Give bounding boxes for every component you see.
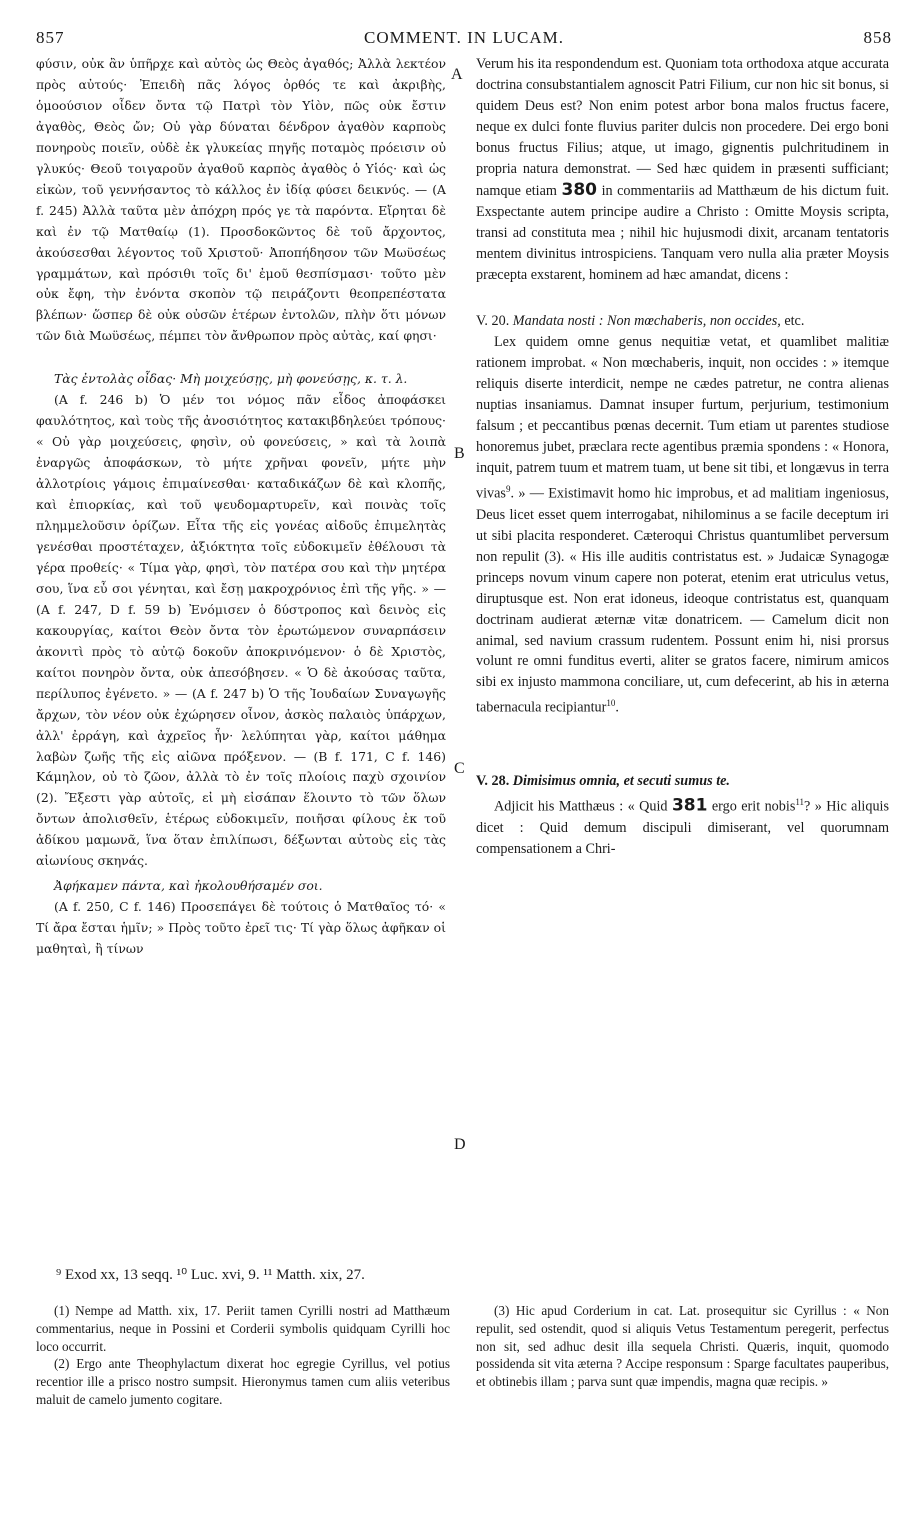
greek-lemma-2: Ἀφήκαμεν πάντα, καὶ ἠκολουθήσαμέν σοι. [54,878,323,894]
footnotes-left [36,1302,450,1409]
latin-text: . » — Existimavit homo hic improbus, et ad malitiam ingeniosus, Deus licet esset quem interrogabat, nihilominus a se facile deceptum iri ut sibi placita responderet. Cæteroqui Christus quantumlibet perversum non repulit (3). « His ille auditis contristatus est. » Judaicæ Synagogæ princeps novum vinum capere non poterat, etenim erat utriculus vetus, diruptusque est. Non erat idoneus, ideoque contristatus est, quanquam doctrinam audierat æternæ vitæ donatricem. — Camelum dicit non animal, sed navium crassum rudentem. Possunt enim hi, nisi prorsus volunt re omni funditus everti, aliter se gratos facere, nimirum amicos sibi ex injusto mammona conciliare, ut, cum defecerint, ab his in æterna tabernacula recipiantur [476,485,889,717]
latin-paragraph-3 [476,792,889,860]
latin-paragraph-2 [476,332,889,719]
verse-number: V. 20. [476,313,510,330]
greek-paragraph-2: (A f. 246 b) Ὁ μέν τοι νόμος πᾶν εἶδος ἀποφάσκει φαυλότητος, καὶ τοὺς τῆς ἀνοσιότητος κατακιβδηλεύει τρόπους· « Οὐ γὰρ μοιχεύσεις, φησὶν, οὐ φονεύσεις, » καὶ τὰ λοιπὰ ἐναργῶς ἀποφάσκων, τὸ μήτε χρῆναι φονεῖν, μήτε μὴν ἀλλοτρίοις γάμοις ἐπιμαίνεσθαι· καταδικάζων δὲ καὶ κλοπῆς, καὶ ἐπιορκίας, καὶ τοῦ ψευδομαρτυρεῖν, καὶ ποινὰς τοῖς πλημμελοῦσιν ὁρίζων. Εἶτα τῆς εἰς γονέας αἰδοῦς ἐπιμελητὰς γενέσθαι προστέταχεν, ἀξιόκτητα τοῖς εὐδοκιμεῖν ἐθέλουσι τὰ γέρα προθείς· « Τίμα γὰρ, φησὶ, τὸν πατέρα σου καὶ τὴν μητέρα σου, ἵνα εὖ σοι γένηται, καὶ ἔσῃ μακροχρόνιος ἐπὶ τῆς γῆς. » — (A f. 247, D f. 59 b) Ἐνόμισεν ὁ δύστροπος καὶ δεινὸς εἰς κακουργίας, καίτοι Θεὸν ὄντα τὸν ἐρωτώμενον συναρπάσειν ἀκονιτὶ πρὸς τὸ αὐτῷ δοκοῦν ἀποκρινόμενον· ὁ δὲ Χριστὸς, καίτοι πονηρὸν ὄντα, οὐκ ἀπεσόβησεν. « Ὁ δὲ ἀκούσας ταῦτα, περίλυπος ἐγένετο. » — (A f. 247 b) Ὁ τῆς Ἰουδαίων Συναγωγῆς ἄρχων, τὸν νέον οὐκ ἐχώρησεν οἶνον, ἀσκὸς παλαιὸς ὑπάρχων, ἀλλ' ἐρράγη, καὶ ἀχρεῖος ἦν· λελύπηται γὰρ, καίτοι μάθημα λαβὼν ζωῆς τῆς εἰς αἰῶνα πρόξενον. — (B f. 171, C f. 146) Κάμηλον, οὐ τὸ ζῶον, ἀλλὰ τὸ ἐν τοῖς πλοίοις παχὺ σχοινίον (2). Ἔξεστι γὰρ αὐτοῖς, εἰ μὴ εἰσάπαν ἕλοιντο τὸ τῶν ὅλων ὄντων ἀπολισθεῖν, ἑτέρως εὐδοκιμεῖν, ποιῆσαι φίλους ἐκ τοῦ ἀδίκου μαμωνᾶ, ἵνα ὅταν ἐπιλίπωσι, δέξωνται αὐτοὺς εἰς τὰς αἰωνίους σκηνάς. [36,392,446,869]
latin-lemma-1 [476,311,889,332]
footnote-3: (3) Hic apud Corderium in cat. Lat. prosequitur sic Cyrillus : « Non repulit, sed ostendit, quod si aliquis Vetus Testamentum peregerit, perfectus non sit, sed adhuc desit illa sequela Christi. Quæris, inquit, quomodo possidenda sit vita æterna ? Accipe responsum : Sparge facultates pauperibus, et obtinebis illam ; parva sunt quæ impendis, magna quæ recipis. » [476,1303,889,1390]
verse-number: V. 28. [476,773,510,790]
lemma-text: Mandata nosti : Non mœchaberis, non occides, [512,313,781,330]
scripture-references: ⁹ Exod xx, 13 seqq. ¹⁰ Luc. xvi, 9. ¹¹ Matth. xix, 27. [56,1267,365,1283]
greek-lemma-1: Τὰς ἐντολὰς οἶδας· Μὴ μοιχεύσῃς, μὴ φονεύσῃς, κ. τ. λ. [54,371,408,387]
latin-text: . [615,700,619,717]
page-number-right: 858 [863,28,892,47]
latin-column [476,54,889,860]
latin-text: ? » Hic aliquis dicet : Quid demum discipuli dimiserant, vel quorumnam compensationem a Chri- [476,798,890,857]
lemma-etc: etc. [784,313,805,330]
margin-letter-b: B [454,445,465,462]
greek-paragraph-1: φύσιν, οὐκ ἂν ὑπῆρχε καὶ αὐτὸς ὡς Θεὸς ἀγαθός; Ἀλλὰ λεκτέον πρὸς αὐτούς· Ἐπειδὴ πᾶς λόγος ὀρθός τε καὶ ἀκριβὴς, ὁμοούσιον οἶδεν ὄντα τῷ Πατρὶ τὸν Υἱὸν, πῶς οὐκ ἔστιν ἀγαθὸς, Θεὸς ὤν; Οὐ γὰρ δύναται δένδρον ἀγαθὸν καρποὺς πονηροὺς ποιεῖν, οὐδὲ ἐκ γλυκείας πηγῆς ποταμὸς πρόεισιν οὐ γλυκύς· Θεοῦ τοιγαροῦν ἀγαθοῦ καρπὸς ἀγαθὸς ὁ Υἱός· καὶ ὡς εἰκὼν, τοῦ γεννήσαντος τὸ κάλλος ἐν ἰδίᾳ φύσει δεικνύς. — (A f. 245) Ἀλλὰ ταῦτα μὲν ἀπόχρη πρός γε τὰ παρόντα. Εἴρηται δὲ καὶ ἐν τῷ Ματθαίῳ (1). Προσδοκῶντος δὲ τοῦ ἄρχοντος, ἀκούσεσθαι λέγοντος τοῦ Χριστοῦ· Ἀποπήδησον τῶν Μωϋσέως γραμμάτων, καὶ πρόσιθι τοῖς δι' ἐμοῦ θεσπίσμασι· τοῦτο μὲν οὐκ ἔφη, τὴν ἐνόντα σκοπὸν τῷ πειράζοντι θεοπρεπέστατα βλέπων· ὥσπερ δὲ οὐκ οὐσῶν ἑτέρων ἐντολῶν, πλὴν ὅτι μόνων τῶν διὰ Μωϋσέως, πέμπει τὸν ἄνθρωπον πρὸς αὐτὰς, καί φησι· [36,56,446,344]
latin-lemma-2 [476,771,889,792]
ref-sup-10: 10 [606,698,616,709]
footnote-1: (1) Nempe ad Matth. xix, 17. Periit tamen Cyrilli nostri ad Matthæum commentarius, neque in Possini et Corderii symbolis quidquam Cyrilli hoc loco occurrit. [36,1303,450,1354]
greek-paragraph-3: (A f. 250, C f. 146) Προσεπάγει δὲ τούτοις ὁ Ματθαῖος τό· « Τί ἄρα ἔσται ἡμῖν; » Πρὸς τοῦτο ἐρεῖ τις· Τί γὰρ ὅλως ἀφῆκαν οἱ μαθηταὶ, ἢ τίνων [36,899,446,957]
margin-letter-c: C [454,760,465,777]
running-title: COMMENT. IN LUCAM. [364,28,564,47]
page-number-left: 857 [36,28,65,47]
column-number-381: 381 [671,795,708,816]
latin-text: ergo erit nobis [711,798,796,815]
margin-letter-d: D [454,1136,466,1153]
latin-text: Lex quidem omne genus nequitiæ vetat, et quamlibet malitiæ rationem improbat. « Non mœchaberis, inquit, non occides : » itemque reliquis diserte interdicit, nempe ne cædes patretur, ne contra alienas nuptias insaniamus. Damnat insuper furtum, perjurium, testimonium falsum ; et peccantibus pœnas decernit. Tum etiam ut parentes studiose honoremus jubet, præclara recte agentibus præmia spondens : « Honora, inquit, patrem tuum et matrem tuam, ut bene sit tibi, et longævus in terra vivas [476,334,889,502]
running-header [36,28,892,52]
column-number-380: 380 [561,179,598,200]
ref-sup-9: 9 [505,484,511,495]
margin-letter-a: A [451,66,463,83]
footnote-2: (2) Ergo ante Theophylactum dixerat hoc egregie Cyrillus, vel potius recentior ille a prisco nostro sumpsit. Hieronymus tamen cum aliis veteribus maluit de camelo jumento cogitare. [36,1356,450,1407]
footnotes-right [476,1302,889,1391]
lemma-text: Dimisimus omnia, et secuti sumus te. [512,773,730,790]
greek-column [36,54,446,960]
latin-text: Verum his ita respondendum est. Quoniam tota orthodoxa atque accurata doctrina consubstantialem agnoscit Patri Filium, cur non hic sit bonus, si quidem Deus est? Non enim potest arbor bona malos fructus facere, neque ex dulci fonte fluvius pariter dulcis non procedere. Dei ergo boni bonus fructus Filius; atque, ut imago, gignentis pulchritudinem in propria natura demonstrat. — Sed hæc quidem in præsenti sufficiant; namque etiam [476,56,889,199]
latin-text: Adjicit his Matthæus : « Quid [494,798,668,815]
ref-sup-11: 11 [795,797,805,808]
latin-text: in commentariis ad Matthæum de his dictum fuit. Exspectante autem principe audire a Christo : Omitte Moysis scripta, transi ad constituta mea ; nihil hic hujusmodi dixit, arcanam tentatoris mentem divinitus introspiciens. Tanquam vero nulla alia præter Moysis præcepta exstarent, hominem ad hæc amandat, dicens : [476,182,890,283]
latin-paragraph-1 [476,54,889,285]
